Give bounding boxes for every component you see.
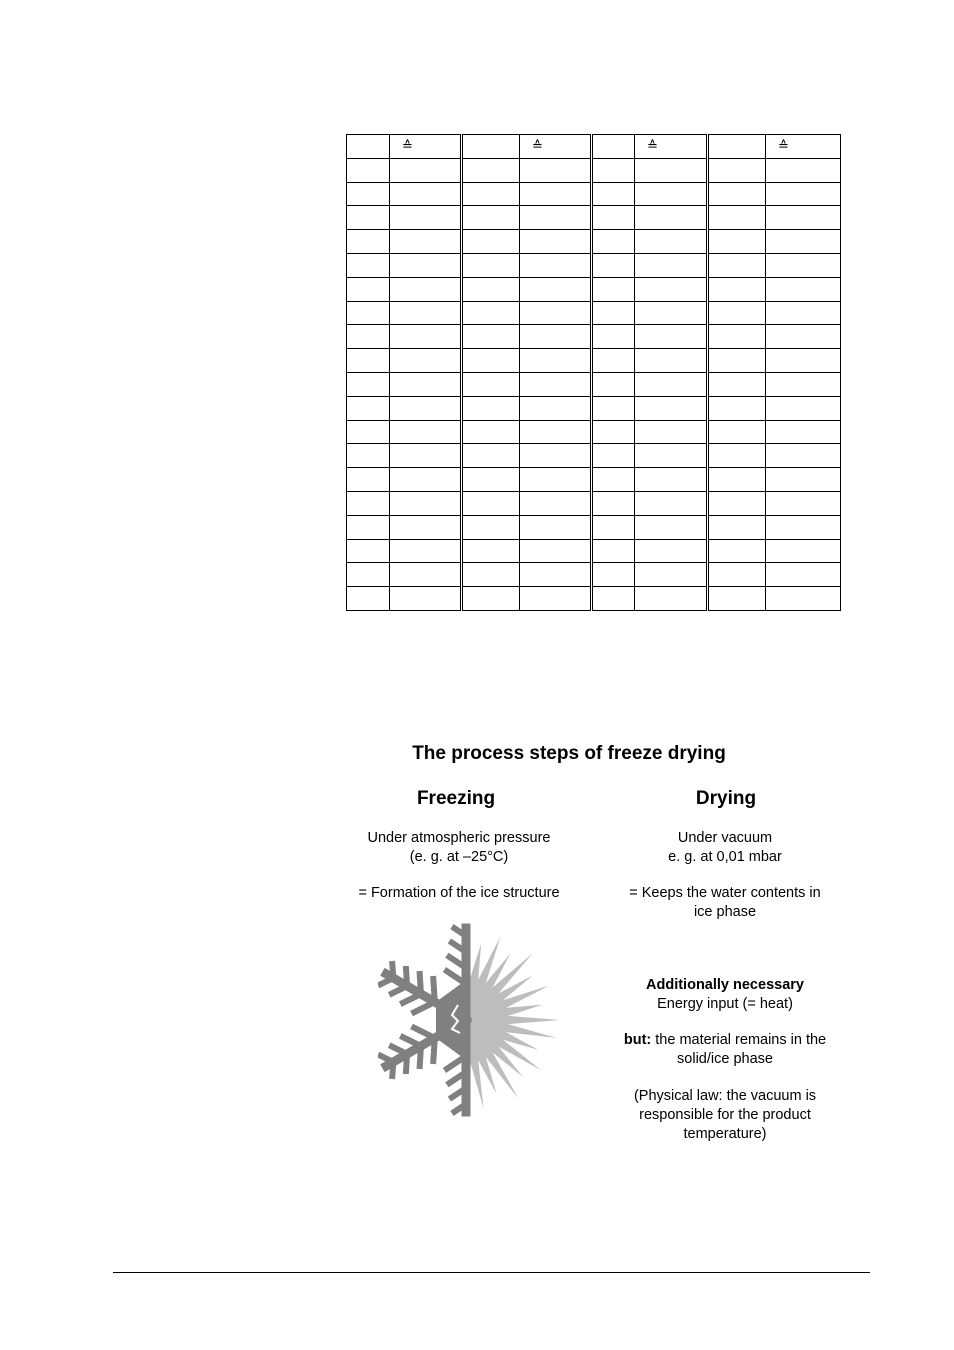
table-cell [462, 420, 520, 444]
table-cell [592, 396, 635, 420]
table-cell [520, 206, 592, 230]
table-cell [462, 539, 520, 563]
table-cell [708, 158, 766, 182]
table-cell [592, 206, 635, 230]
table-cell [635, 539, 708, 563]
table-cell [347, 325, 390, 349]
table-cell [347, 491, 390, 515]
table-cell [766, 563, 841, 587]
table-cell [635, 587, 708, 611]
table-cell [635, 468, 708, 492]
table-cell [520, 277, 592, 301]
table-row [347, 539, 841, 563]
table-cell [708, 515, 766, 539]
table-cell [390, 491, 462, 515]
conversion-table-container [346, 134, 841, 611]
table-cell [592, 444, 635, 468]
table-row [347, 301, 841, 325]
table-cell [347, 587, 390, 611]
table-cell [708, 325, 766, 349]
table-cell [462, 325, 520, 349]
table-cell [766, 230, 841, 254]
equivalence-symbol: ≙ [520, 135, 592, 159]
freezing-heading: Freezing [416, 788, 496, 809]
table-cell [592, 182, 635, 206]
table-cell [462, 230, 520, 254]
freezing-result: = Formation of the ice structure [358, 885, 560, 901]
table-cell [347, 444, 390, 468]
table-row [347, 587, 841, 611]
equivalence-symbol: ≙ [766, 135, 841, 159]
table-cell [462, 301, 520, 325]
table-row [347, 468, 841, 492]
table-cell [766, 587, 841, 611]
snowflake-hub [436, 980, 466, 1060]
snowflake-branch [433, 979, 435, 1002]
table-cell [462, 587, 520, 611]
table-cell [390, 420, 462, 444]
table-header-row [347, 135, 841, 159]
table-cell [390, 563, 462, 587]
table-row [347, 325, 841, 349]
equivalence-symbol: ≙ [635, 135, 708, 159]
snowflake-branch [403, 1037, 421, 1046]
table-cell [708, 182, 766, 206]
table-cell [462, 468, 520, 492]
table-cell [462, 277, 520, 301]
diagram-title: The process steps of freeze drying [412, 743, 726, 764]
table-cell [347, 277, 390, 301]
table-cell [592, 253, 635, 277]
table-cell [592, 563, 635, 587]
table-cell [708, 253, 766, 277]
table-cell [520, 420, 592, 444]
table-row [347, 420, 841, 444]
table-cell [766, 301, 841, 325]
table-cell [462, 253, 520, 277]
table-cell [390, 539, 462, 563]
table-row [347, 206, 841, 230]
table-row [347, 349, 841, 373]
table-cell [635, 444, 708, 468]
table-cell [766, 325, 841, 349]
table-cell [592, 491, 635, 515]
snowflake-branch [420, 974, 421, 994]
table-cell [462, 349, 520, 373]
table-cell [635, 158, 708, 182]
table-row [347, 396, 841, 420]
table-row [347, 277, 841, 301]
table-cell [592, 349, 635, 373]
table-row [347, 563, 841, 587]
table-cell [708, 230, 766, 254]
table-cell [766, 158, 841, 182]
table-cell [635, 277, 708, 301]
table-cell [390, 587, 462, 611]
snowflake-branch [392, 964, 393, 978]
table-cell [520, 349, 592, 373]
table-cell [708, 277, 766, 301]
table-cell [462, 444, 520, 468]
drying-heading: Drying [695, 788, 757, 809]
table-cell [390, 372, 462, 396]
table-cell [520, 539, 592, 563]
table-cell [766, 420, 841, 444]
table-cell [390, 468, 462, 492]
table-cell [347, 158, 390, 182]
table-cell [390, 515, 462, 539]
table-cell [462, 515, 520, 539]
table-cell [390, 277, 462, 301]
table-cell [635, 253, 708, 277]
table-cell [390, 444, 462, 468]
table-cell [635, 396, 708, 420]
table-cell [347, 206, 390, 230]
table-cell [635, 420, 708, 444]
table-cell [390, 301, 462, 325]
table-cell [766, 206, 841, 230]
table-cell [592, 277, 635, 301]
table-cell [390, 349, 462, 373]
footer-rule [113, 1272, 870, 1273]
table-row [347, 182, 841, 206]
table-cell [462, 158, 520, 182]
table-cell [390, 206, 462, 230]
table-cell [520, 515, 592, 539]
table-cell [708, 372, 766, 396]
table-cell [347, 563, 390, 587]
table-row [347, 230, 841, 254]
table-row [347, 444, 841, 468]
phase-note: but: the material remains in the solid/ice phase [623, 1032, 827, 1067]
table-cell [347, 301, 390, 325]
table-cell [390, 396, 462, 420]
table-cell [635, 349, 708, 373]
table-row [347, 372, 841, 396]
table-cell [520, 158, 592, 182]
table-cell [708, 587, 766, 611]
table-cell [462, 491, 520, 515]
table-cell [766, 396, 841, 420]
table-cell [766, 539, 841, 563]
table-cell [592, 420, 635, 444]
equivalence-symbol: ≙ [390, 135, 462, 159]
table-cell [390, 325, 462, 349]
table-cell [390, 253, 462, 277]
table-cell [390, 158, 462, 182]
snowflake-branch [406, 969, 407, 986]
drying-condition: Under vacuum e. g. at 0,01 mbar [668, 830, 782, 865]
snowflake-branch [414, 1002, 435, 1012]
table-cell [347, 135, 390, 159]
table-cell [635, 491, 708, 515]
table-cell [592, 468, 635, 492]
table-row [347, 515, 841, 539]
table-cell [766, 277, 841, 301]
table-cell [520, 325, 592, 349]
table-cell [347, 182, 390, 206]
table-cell [520, 491, 592, 515]
table-cell [520, 230, 592, 254]
table-cell [347, 230, 390, 254]
table-cell [592, 301, 635, 325]
table-cell [635, 563, 708, 587]
table-cell [635, 182, 708, 206]
snowflake-and-sun-icon [378, 915, 560, 1125]
snowflake-branch [381, 1056, 394, 1062]
table-cell [766, 372, 841, 396]
drying-result: = Keeps the water contents in ice phase [629, 885, 821, 920]
table-cell [766, 444, 841, 468]
table-cell [592, 230, 635, 254]
table-cell [462, 135, 520, 159]
table-cell [708, 420, 766, 444]
table-cell [520, 301, 592, 325]
table-cell [635, 515, 708, 539]
table-cell [592, 539, 635, 563]
table-cell [347, 420, 390, 444]
table-cell [347, 253, 390, 277]
conversion-table [346, 134, 841, 611]
table-cell [766, 182, 841, 206]
table-cell [462, 182, 520, 206]
snowflake-branch [414, 1028, 435, 1038]
table-cell [592, 158, 635, 182]
table-cell [462, 396, 520, 420]
table-cell [520, 587, 592, 611]
table-cell [462, 372, 520, 396]
table-cell [635, 372, 708, 396]
table-cell [766, 349, 841, 373]
table-cell [635, 230, 708, 254]
table-cell [708, 491, 766, 515]
freezing-condition: Under atmospheric pressure (e. g. at –25°C) [367, 830, 551, 865]
table-cell [708, 468, 766, 492]
table-cell [766, 253, 841, 277]
table-cell [347, 539, 390, 563]
table-cell [592, 135, 635, 159]
table-cell [520, 468, 592, 492]
table-cell [462, 206, 520, 230]
table-cell [390, 182, 462, 206]
table-cell [708, 539, 766, 563]
table-cell [462, 563, 520, 587]
table-cell [390, 230, 462, 254]
table-row [347, 253, 841, 277]
table-cell [766, 515, 841, 539]
table-cell [708, 301, 766, 325]
snowflake-branch [392, 1047, 407, 1055]
table-cell [708, 444, 766, 468]
physical-law-note: (Physical law: the vacuum is responsible for the product temperature) [633, 1088, 817, 1142]
table-cell [766, 468, 841, 492]
table-cell [520, 396, 592, 420]
table-cell [592, 372, 635, 396]
table-cell [592, 325, 635, 349]
table-cell [708, 396, 766, 420]
table-cell [708, 206, 766, 230]
table-cell [347, 372, 390, 396]
table-cell [520, 253, 592, 277]
additional-requirement: Additionally necessary Energy input (= heat) [646, 977, 804, 1012]
table-cell [635, 301, 708, 325]
table-cell [635, 206, 708, 230]
table-cell [766, 491, 841, 515]
table-row [347, 158, 841, 182]
table-cell [520, 372, 592, 396]
snowflake-half [381, 928, 466, 1112]
table-cell [347, 396, 390, 420]
snowflake-branch [433, 1038, 435, 1061]
table-cell [520, 563, 592, 587]
table-cell [347, 468, 390, 492]
table-cell [347, 349, 390, 373]
table-cell [592, 587, 635, 611]
table-cell [708, 349, 766, 373]
table-cell [347, 515, 390, 539]
table-cell [708, 135, 766, 159]
table-cell [520, 182, 592, 206]
table-row [347, 491, 841, 515]
sun-half [466, 918, 560, 1122]
table-cell [592, 515, 635, 539]
table-cell [635, 325, 708, 349]
table-cell [708, 563, 766, 587]
table-cell [520, 444, 592, 468]
